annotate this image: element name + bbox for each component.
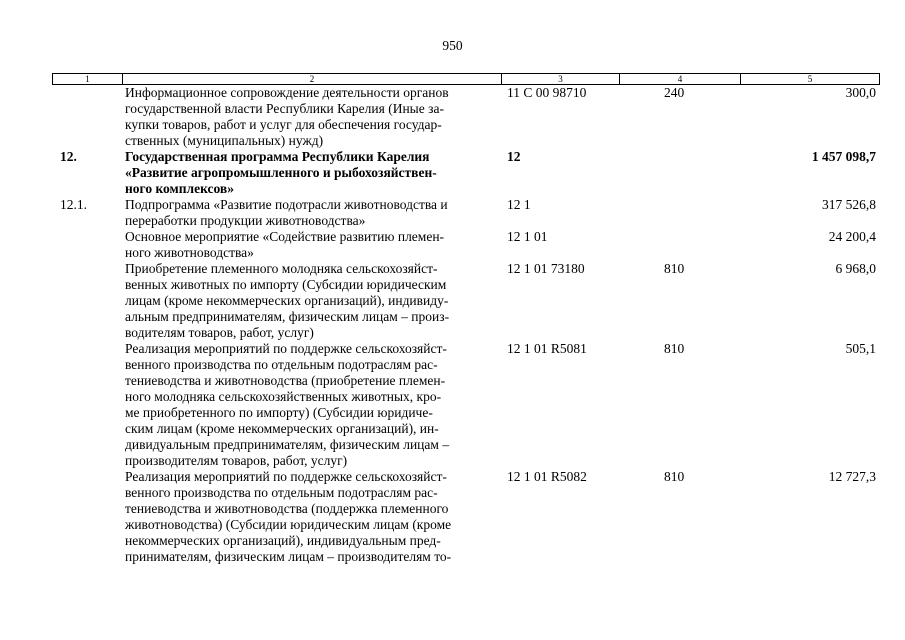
row-name-line: ного комплексов» [125,181,234,196]
row-name [119,341,500,469]
row-name-line: Основное мероприятие «Содействие развитию племен- [125,229,445,244]
row-name-line: тениеводства и животноводства (поддержка племенного [125,501,449,516]
row-expense-type: 810 [664,469,685,484]
row-name-line: тениеводства и животноводства (приобретение племен- [125,373,446,388]
row-amount: 24 200,4 [828,229,876,244]
row-amount: 300,0 [845,85,876,100]
row-expense-type: 240 [664,85,685,100]
page-number: 950 [442,38,463,53]
header-col-3: 3 [501,74,619,84]
row-name-line: ственных (муниципальных) нужд) [125,133,324,148]
table-row [52,469,880,565]
row-name-line: «Развитие агропромышленного и рыбохозяйствен- [125,165,437,180]
row-expense-type: 810 [664,341,685,356]
row-code: 12 1 [507,197,531,212]
row-name-line: Реализация мероприятий по поддержке сельскохозяйст- [125,341,447,356]
row-name-line: Реализация мероприятий по поддержке сельскохозяйст- [125,469,447,484]
row-amount: 12 727,3 [828,469,876,484]
row-name-line: ного животноводства» [125,245,254,260]
row-amount: 505,1 [845,341,876,356]
table-row [52,261,880,341]
row-name-line: лицам (кроме некоммерческих организаций), индивиду- [125,293,449,308]
row-name-line: дивидуальным предпринимателям, физическим лицам – [125,437,450,452]
row-name [119,229,500,261]
budget-table [52,73,880,565]
row-name-line: производителям товаров, работ, услуг) [125,453,348,468]
row-name-line: купки товаров, работ и услуг для обеспечения государ- [125,117,442,132]
row-name-line: некоммерческих организаций), индивидуальным пред- [125,533,441,548]
row-code: 12 1 01 73180 [507,261,585,276]
row-name-line: Приобретение племенного молодняка сельскохозяйст- [125,261,438,276]
row-name-line: венных животных по импорту (Субсидии юридическим [125,277,447,292]
row-name-line: водителям товаров, работ, услуг) [125,325,314,340]
header-col-5: 5 [740,74,879,84]
row-code: 12 [507,149,521,164]
row-name [119,261,500,341]
row-code: 12 1 01 R5081 [507,341,587,356]
row-name-line: венного производства по отдельным подотраслям рас- [125,357,438,372]
row-name-line: принимателям, физическим лицам – производителям то- [125,549,452,564]
row-amount: 6 968,0 [835,261,876,276]
row-name-line: Государственная программа Республики Карелия [125,149,430,164]
row-code: 12 1 01 [507,229,548,244]
row-name-line: Подпрограмма «Развитие подотрасли животноводства и [125,197,448,212]
table-row [52,85,880,149]
row-name-line: Информационное сопровождение деятельности органов [125,85,449,100]
row-amount: 317 526,8 [822,197,876,212]
header-col-4: 4 [619,74,740,84]
table-header-row [52,73,880,85]
table-row [52,197,880,229]
table-row [52,341,880,469]
row-name-line: государственной власти Республики Карелия (Иные за- [125,101,444,116]
row-name-line: ским лицам (кроме некоммерческих организаций), ин- [125,421,439,436]
row-name-line: животноводства) (Субсидии юридическим лицам (кроме [125,517,452,532]
row-code: 12 1 01 R5082 [507,469,587,484]
row-amount: 1 457 098,7 [811,149,876,164]
row-number: 12. [60,149,77,164]
header-col-1: 1 [85,74,90,84]
row-name-line: альным предпринимателям, физическим лицам – произ- [125,309,450,324]
row-name [119,469,500,565]
header-col-2: 2 [122,74,501,84]
row-name [119,197,500,229]
row-name-line: переработки продукции животноводства» [125,213,366,228]
row-name-line: ме приобретенного по импорту) (Субсидии юридиче- [125,405,433,420]
table-row [52,149,880,197]
row-name-line: венного производства по отдельным подотраслям рас- [125,485,438,500]
row-expense-type: 810 [664,261,685,276]
row-number: 12.1. [60,197,87,212]
row-name-line: ного молодняка сельскохозяйственных животных, кро- [125,389,442,404]
table-row [52,229,880,261]
row-name [119,85,500,149]
table-body [52,85,880,565]
row-name [119,149,500,197]
row-code: 11 С 00 98710 [507,85,587,100]
